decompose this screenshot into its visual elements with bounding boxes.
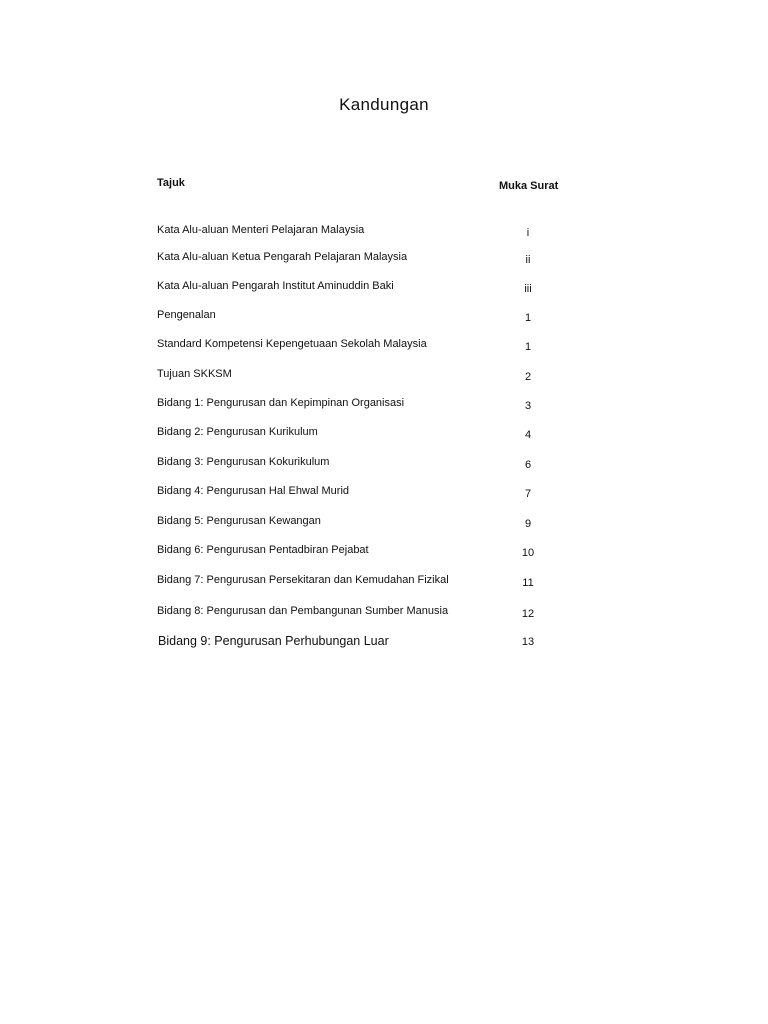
toc-row [157,397,557,415]
toc-row [157,280,557,298]
toc-entry-title: Standard Kompetensi Kepengetuaan Sekolah Malaysia [157,338,427,350]
toc-entry-title: Bidang 5: Pengurusan Kewangan [157,515,321,527]
toc-row [157,224,557,242]
toc-entry-page: 2 [524,371,532,383]
toc-entry-page: i [526,227,530,239]
toc-entry-title: Bidang 8: Pengurusan dan Pembangunan Sumber Manusia [157,605,449,617]
toc-entry-title: Tujuan SKKSM [157,368,232,380]
toc-entry-title: Kata Alu-aluan Pengarah Institut Aminuddin Baki [157,280,394,292]
toc-row [157,485,557,503]
toc-entry-page: 7 [524,488,532,500]
toc-row [157,251,557,269]
toc-entry-title: Bidang 7: Pengurusan Persekitaran dan Kemudahan Fizikal [157,574,449,586]
toc-entry-title: Bidang 2: Pengurusan Kurikulum [157,426,318,438]
toc-row [157,456,557,474]
toc-entry-title: Bidang 6: Pengurusan Pentadbiran Pejabat [157,544,369,556]
toc-entry-title: Bidang 4: Pengurusan Hal Ehwal Murid [157,485,350,497]
toc-entry-title: Kata Alu-aluan Menteri Pelajaran Malaysia [157,224,365,236]
toc-row [157,426,557,444]
toc-row [157,368,557,386]
toc-row [157,515,557,533]
toc-entry-title: Pengenalan [157,309,216,321]
toc-entry-page: 12 [521,608,535,620]
toc-entry-title: Bidang 1: Pengurusan dan Kepimpinan Organisasi [157,397,405,409]
toc-entry-title: Bidang 9: Pengurusan Perhubungan Luar [158,634,389,648]
toc-entry-page: 11 [522,577,534,589]
toc-entry-page: 3 [524,400,532,412]
toc-entry-page: 1 [524,312,532,324]
topic-column-header: Tajuk [157,177,185,189]
toc-row [157,544,557,562]
toc-row [157,634,557,652]
toc-entry-page: 10 [521,547,535,559]
toc-entry-page: 1 [524,341,532,353]
toc-entry-title: Bidang 3: Pengurusan Kokurikulum [157,456,330,468]
toc-row [157,309,557,327]
page-column-header: Muka Surat [499,180,559,192]
toc-entry-page: 13 [521,636,535,648]
toc-entry-page: ii [525,254,531,266]
toc-entry-page: 4 [524,429,532,441]
toc-row [157,338,557,356]
page-title: Kandungan [339,95,429,114]
toc-entry-title: Kata Alu-aluan Ketua Pengarah Pelajaran Malaysia [157,251,408,263]
toc-row [157,605,557,623]
toc-entry-page: iii [524,283,532,295]
toc-entry-page: 6 [524,459,532,471]
toc-entry-page: 9 [524,518,532,530]
toc-row [157,574,557,592]
